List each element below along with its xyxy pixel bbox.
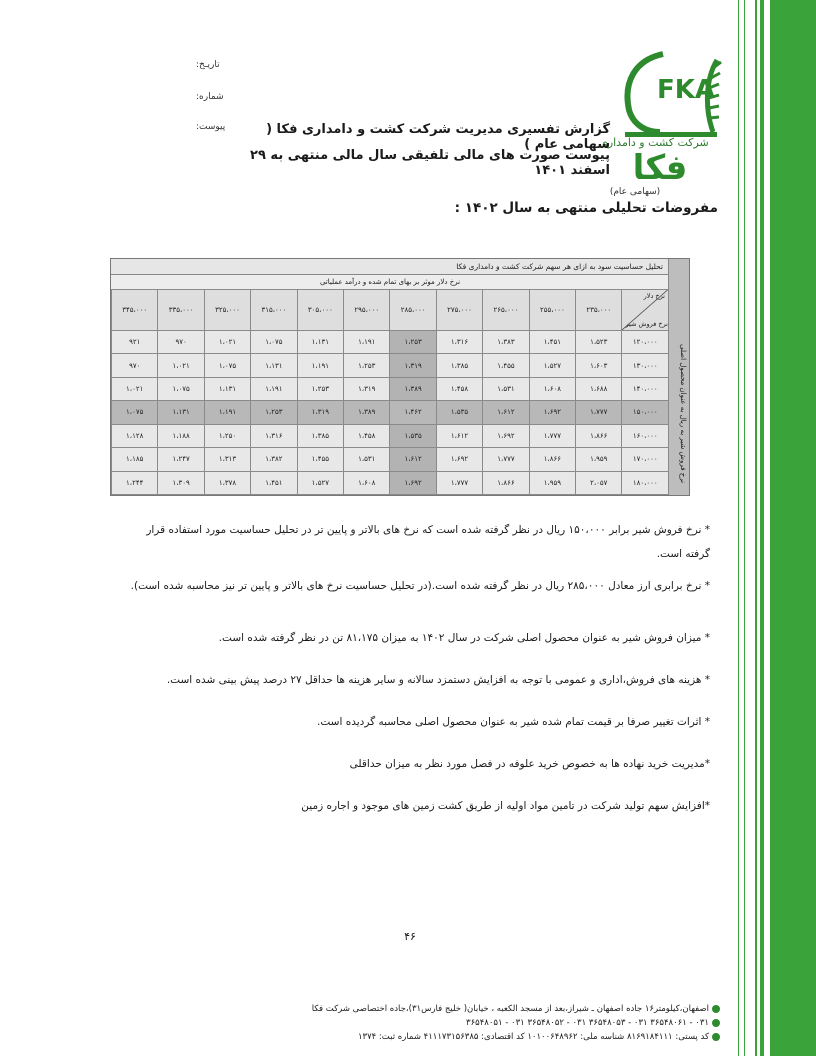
table-cell: ۱،۲۵۳ xyxy=(297,377,343,400)
table-cell: ۱،۸۶۶ xyxy=(529,448,575,471)
table-cell: ۹۷۰ xyxy=(158,331,204,354)
table-cell: ۱،۳۱۹ xyxy=(390,354,436,377)
table-cell: ۱،۱۳۱ xyxy=(251,354,297,377)
table-cell: ۱،۵۲۷ xyxy=(529,354,575,377)
table-cell: ۱،۱۳۱ xyxy=(158,401,204,424)
table-cell: ۱،۴۵۱ xyxy=(251,471,297,494)
report-subtitle: پیوست صورت های مالی تلفیقی سال مالی منتهی به ۲۹ اسفند ۱۴۰۱ xyxy=(250,148,610,178)
table-row xyxy=(112,401,669,424)
table-row xyxy=(112,424,669,447)
table-cell: ۱،۱۸۸ xyxy=(158,424,204,447)
table-cell: ۱،۳۱۹ xyxy=(344,377,390,400)
table-cell: ۱،۶۰۳ xyxy=(576,354,622,377)
table-cell: ۱،۳۰۹ xyxy=(158,471,204,494)
table-cell: ۱،۷۷۷ xyxy=(529,424,575,447)
row-header: ۱۶۰،۰۰۰ xyxy=(622,424,669,447)
table-title: تحلیل حساسیت سود به ازای هر سهم شرکت کشت و دامداری فکا xyxy=(111,259,669,275)
table-cell: ۱،۲۵۰ xyxy=(204,424,250,447)
table-side-label: نرخ فروش شیر به ریال به عنوان محصول اصلی xyxy=(679,344,687,484)
column-header: ۲۵۵،۰۰۰ xyxy=(529,290,575,331)
footer-address-text: اصفهان،کیلومتر۱۶ جاده اصفهان ـ شیراز،بعد از مسجد الکعبه ، خیابان( خلیج فارس۳۱)،جاده اختصاصی شرکت فکا xyxy=(311,1004,709,1014)
note-item: *مدیریت خرید نهاده ها به خصوص خرید علوفه در فصل مورد نظر به میزان حداقلی xyxy=(349,758,710,770)
table-cell: ۱،۶۹۲ xyxy=(436,448,482,471)
table-cell: ۱،۳۸۹ xyxy=(390,377,436,400)
table-cell: ۱،۴۵۵ xyxy=(297,448,343,471)
table-cell: ۱،۶۰۸ xyxy=(529,377,575,400)
phone-icon xyxy=(712,1019,720,1027)
column-header: ۳۲۵،۰۰۰ xyxy=(204,290,250,331)
location-icon xyxy=(712,1005,720,1013)
row-header: ۱۸۰،۰۰۰ xyxy=(622,471,669,494)
date-label: تاریـخ: xyxy=(196,60,220,70)
table-cell: ۱،۶۹۲ xyxy=(483,424,529,447)
logo-brand: فکا xyxy=(632,148,688,188)
number-label: شماره: xyxy=(196,92,224,102)
table-cell: ۱،۲۵۳ xyxy=(251,401,297,424)
note-item: * اثرات تغییر صرفا بر قیمت تمام شده شیر به عنوان محصول اصلی محاسبه گردیده است. xyxy=(317,716,710,728)
report-title: گزارش تفسیری مدیریت شرکت کشت و دامداری فکا ( سهامی عام ) xyxy=(266,122,610,152)
table-cell: ۱،۱۹۱ xyxy=(251,377,297,400)
table-cell: ۱،۰۷۵ xyxy=(112,401,158,424)
table-cell: ۱،۳۱۹ xyxy=(297,401,343,424)
logo-company-name: شرکت کشت و دامداری xyxy=(599,136,709,149)
table-row xyxy=(112,471,669,494)
corner-bottom-label: نرخ فروش شیر xyxy=(625,320,668,328)
table-cell: ۱،۶۹۲ xyxy=(529,401,575,424)
table-cell: ۱،۰۷۵ xyxy=(251,331,297,354)
column-header: ۳۴۵،۰۰۰ xyxy=(112,290,158,331)
table-cell: ۱،۱۲۸ xyxy=(112,424,158,447)
table-cell: ۱،۶۱۲ xyxy=(436,424,482,447)
table-side-header xyxy=(668,259,689,495)
sensitivity-grid xyxy=(111,289,669,495)
column-header: ۲۳۵،۰۰۰ xyxy=(576,290,622,331)
table-cell: ۱،۱۹۱ xyxy=(344,331,390,354)
table-cell: ۱،۰۲۱ xyxy=(204,331,250,354)
logo-company-type: (سهامی عام) xyxy=(609,187,661,197)
table-cell: ۱،۲۴۴ xyxy=(112,471,158,494)
table-row xyxy=(112,331,669,354)
table-cell: ۹۲۱ xyxy=(112,331,158,354)
table-cell: ۱،۴۶۲ xyxy=(390,401,436,424)
table-cell: ۱،۳۷۸ xyxy=(204,471,250,494)
row-header: ۱۲۰،۰۰۰ xyxy=(622,331,669,354)
footer-ids xyxy=(170,1032,720,1042)
logo-letters: FKA xyxy=(657,75,716,105)
corner-header xyxy=(622,290,669,331)
column-header: ۲۷۵،۰۰۰ xyxy=(436,290,482,331)
footer-phones-text: ۰۳۱ - ۳۶۵۴۸۰۶۱ ۰۳۱ - ۳۶۵۴۸۰۵۳ ۰۳۱ - ۳۶۵۴۸۰۵۲ ۰۳۱ - ۳۶۵۴۸۰۵۱ xyxy=(466,1018,709,1028)
table-cell: ۱،۴۵۸ xyxy=(344,424,390,447)
table-cell: ۱،۶۸۸ xyxy=(576,377,622,400)
row-header: ۱۵۰،۰۰۰ xyxy=(622,401,669,424)
note-item: * هزینه های فروش،اداری و عمومی با توجه به افزایش دستمزد سالانه و سایر هزینه ها حداقل ۲۷ درصد پیش بینی شده است. xyxy=(166,674,710,686)
table-cell: ۱،۵۳۱ xyxy=(344,448,390,471)
table-cell: ۱،۵۳۵ xyxy=(390,424,436,447)
table-row xyxy=(112,377,669,400)
note-item: * نرخ فروش شیر برابر ۱۵۰،۰۰۰ ریال در نظر گرفته شده است که نرخ های بالاتر و پایین تر در تحلیل حساسیت مورد استفاده قرار گرفته است. xyxy=(146,524,710,560)
table-cell: ۱،۵۲۳ xyxy=(576,331,622,354)
column-header: ۲۸۵،۰۰۰ xyxy=(390,290,436,331)
column-header: ۳۱۵،۰۰۰ xyxy=(251,290,297,331)
table-cell: ۱،۱۸۵ xyxy=(112,448,158,471)
note-item: * میزان فروش شیر به عنوان محصول اصلی شرکت در سال ۱۴۰۲ به میزان ۸۱،۱۷۵ تن در نظر گرفته شده است. xyxy=(218,632,710,644)
column-header: ۳۳۵،۰۰۰ xyxy=(158,290,204,331)
table-cell: ۱،۳۸۲ xyxy=(251,448,297,471)
table-cell: ۱،۱۳۱ xyxy=(204,377,250,400)
stripe-line-1 xyxy=(738,0,739,1056)
row-header: ۱۳۰،۰۰۰ xyxy=(622,354,669,377)
table-cell: ۱،۶۹۲ xyxy=(390,471,436,494)
row-header: ۱۷۰،۰۰۰ xyxy=(622,448,669,471)
table-cell: ۱،۲۴۷ xyxy=(158,448,204,471)
corner-top-label: نرخ دلار xyxy=(643,292,665,300)
table-cell: ۱،۱۹۱ xyxy=(297,354,343,377)
attachment-label: پیوست: xyxy=(196,122,226,132)
table-cell: ۱،۷۷۷ xyxy=(576,401,622,424)
table-cell: ۱،۵۲۷ xyxy=(297,471,343,494)
table-row xyxy=(112,354,669,377)
table-cell: ۱،۵۳۵ xyxy=(436,401,482,424)
sensitivity-table xyxy=(110,258,690,496)
table-row xyxy=(112,448,669,471)
table-cell: ۱،۱۹۱ xyxy=(204,401,250,424)
table-cell: ۹۷۰ xyxy=(112,354,158,377)
column-header: ۲۶۵،۰۰۰ xyxy=(483,290,529,331)
table-cell: ۱،۲۵۳ xyxy=(344,354,390,377)
stripe-line-2 xyxy=(744,0,745,1056)
table-cell: ۱،۳۸۹ xyxy=(344,401,390,424)
page-number: ۴۶ xyxy=(404,930,416,943)
table-cell: ۱،۴۵۵ xyxy=(483,354,529,377)
footer-address xyxy=(170,1004,720,1014)
table-cell: ۲،۰۵۷ xyxy=(576,471,622,494)
table-cell: ۱،۳۱۶ xyxy=(436,331,482,354)
table-cell: ۱،۰۷۵ xyxy=(158,377,204,400)
id-icon xyxy=(712,1033,720,1041)
table-cell: ۱،۸۶۶ xyxy=(576,424,622,447)
table-header-row xyxy=(112,290,669,331)
table-cell: ۱،۳۸۳ xyxy=(483,331,529,354)
section-heading: مفروضات تحلیلی منتهی به سال ۱۴۰۲ : xyxy=(454,200,718,216)
table-cell: ۱،۳۱۶ xyxy=(251,424,297,447)
table-cell: ۱،۹۵۹ xyxy=(576,448,622,471)
footer-phones xyxy=(170,1018,720,1028)
note-item: * نرخ برابری ارز معادل ۲۸۵،۰۰۰ ریال در نظر گرفته شده است.(در تحلیل حساسیت نرخ های بالاتر و پایین تر نیز محاسبه شده است). xyxy=(130,580,710,592)
table-cell: ۱،۰۲۱ xyxy=(112,377,158,400)
table-subtitle: نرخ دلار موثر بر بهای تمام شده و درآمد عملیاتی xyxy=(111,275,669,290)
footer-ids-text: کد پستی: ۸۱۶۹۱۸۴۱۱۱ شناسه ملی: ۱۰۱۰۰۶۴۸۹۶۲ کد اقتصادی: ۴۱۱۱۷۳۱۵۶۳۸۵ شماره ثبت: ۱۳۷۴ xyxy=(357,1032,709,1042)
table-cell: ۱،۵۳۱ xyxy=(483,377,529,400)
decorative-stripes xyxy=(752,0,816,1056)
table-cell: ۱،۸۶۶ xyxy=(483,471,529,494)
table-cell: ۱،۶۱۲ xyxy=(390,448,436,471)
table-cell: ۱،۹۵۹ xyxy=(529,471,575,494)
table-cell: ۱،۳۸۵ xyxy=(436,354,482,377)
note-item: *افزایش سهم تولید شرکت در تامین مواد اولیه از طریق کشت زمین های موجود و اجاره زمین xyxy=(301,800,710,812)
table-cell: ۱،۱۳۱ xyxy=(297,331,343,354)
table-cell: ۱،۶۰۸ xyxy=(344,471,390,494)
column-header: ۳۰۵،۰۰۰ xyxy=(297,290,343,331)
column-header: ۲۹۵،۰۰۰ xyxy=(344,290,390,331)
table-cell: ۱،۴۵۱ xyxy=(529,331,575,354)
table-cell: ۱،۷۷۷ xyxy=(483,448,529,471)
table-cell: ۱،۳۸۵ xyxy=(297,424,343,447)
table-cell: ۱،۰۷۵ xyxy=(204,354,250,377)
table-cell: ۱،۲۵۳ xyxy=(390,331,436,354)
table-cell: ۱،۳۱۳ xyxy=(204,448,250,471)
row-header: ۱۴۰،۰۰۰ xyxy=(622,377,669,400)
table-cell: ۱،۷۷۷ xyxy=(436,471,482,494)
table-cell: ۱،۰۲۱ xyxy=(158,354,204,377)
table-cell: ۱،۴۵۸ xyxy=(436,377,482,400)
table-cell: ۱،۶۱۲ xyxy=(483,401,529,424)
